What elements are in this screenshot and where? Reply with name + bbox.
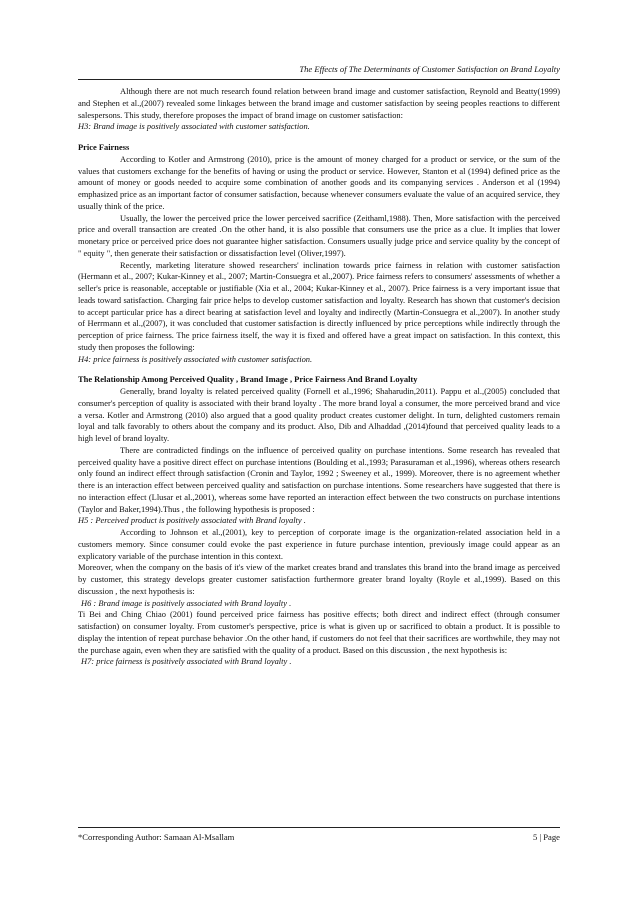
corresponding-author: *Corresponding Author: Samaan Al-Msallam (78, 832, 235, 842)
header-divider (78, 79, 560, 80)
hypothesis-h3: H3: Brand image is positively associated with customer satisfaction. (78, 121, 310, 132)
page-number: 5 | Page (532, 832, 560, 842)
section-heading-price-fairness: Price Fairness (78, 142, 130, 152)
paragraph-price-fairness-loyalty: Ti Bei and Ching Chiao (2001) found perceived price fairness has positive effects; both direct and indirect effect (through consumer satisfaction) on consumer loyalty. From customer's perspective, price is what is given up or sacrificed to obtain a product. It is possible to display the intention of repeat purchase behavior .On the other hand, if customers do not feel that their sacrifices are worthwhile, they may not the purchase again, even when they are satisfied with the quality of a product. Based on this discussion , the next hypothesis is: (78, 609, 560, 655)
paragraph-perceived-price: Usually, the lower the perceived price the lower perceived sacrifice (Zeithaml,1988). Then, More satisfaction with the perceived price and overall transaction are created .On the other hand, it is also possible that consumers use the price as a clue. It implies that lower monetary price or perceived price does not guarantee higher satisfaction. Consumers usually judge price and service quality by the concept of " equity ", then generate their satisfaction or dissatisfaction level (Oliver,1997). (78, 212, 560, 258)
paragraph-price-definition: According to Kotler and Armstrong (2010), price is the amount of money charged for a product or service, or the sum of the values that customers exchange for the benefits of having or using the product or service. However, Stanton et al (1994) defined price as the amount of money or goods needed to acquire some combination of another goods and its companying services . Anderson et al (1994) emphasized price as an important factor of consumer satisfaction, because whenever consumers evaluate the value of an acquired service, they usually think of the price. (78, 153, 560, 211)
paragraph-brand-strategy: Moreover, when the company on the basis of it's view of the market creates brand and translates this brand into the brand image as perceived by customer, this strategy develops greater customer satisfaction furthermore greater brand loyalty (Royle et al.,1999). Based on this discussion , the next hypothesis is: (78, 562, 560, 596)
paragraph-contradicted-findings: There are contradicted findings on the influence of perceived quality on purchase intentions. Some research has revealed that perceived quality have a positive direct effect on purchase intentions (Boulding et al.,1993; Parasuraman et al.,1996), whereas others research only found an indirect effect through satisfaction (Cronin and Taylor, 1992 ; Sweeney et al., 1999). Moreover, there is no agreement whether there is an interaction effect between perceived quality and satisfaction on purchase intentions. Some researchers have suggested that there is no interaction effect (Llusar et al.,2001), whereas some have reported an interaction effect between the two constructs on purchase intentions (Taylor and Baker,1994).Thus , the following hypothesis is proposed : (78, 444, 560, 514)
hypothesis-h7: H7: price fairness is positively associated with Brand loyalty . (81, 656, 292, 667)
hypothesis-h4: H4: price fairness is positively associated with customer satisfaction. (78, 353, 313, 364)
section-heading-relationship: The Relationship Among Perceived Quality , Brand Image , Price Fairness And Brand Loyalty (78, 374, 418, 385)
page-footer (78, 832, 560, 846)
footer-divider (78, 827, 560, 828)
paragraph-brand-image-intro: Although there are not much research found relation between brand image and customer satisfaction, Reynold and Beatty(1999) and Stephen et al.,(2007) revealed some linkages between the brand image and customer satisfaction by seeing peoples reactions to different salespersons. This study, therefore proposes the impact of brand image on customer satisfaction: (78, 86, 560, 120)
hypothesis-h6: H6 : Brand image is positively associated with Brand loyalty . (81, 597, 292, 608)
hypothesis-h5: H5 : Perceived product is positively associated with Brand loyalty . (78, 515, 306, 526)
paragraph-brand-loyalty-quality: Generally, brand loyalty is related perceived quality (Fornell et al.,1996; Shaharudin,2011). Pappu et al.,(2005) concluded that consumer's perception of quality is associated with their brand loyalty . The more brand loyal a consumer, the more perceived brand and vice a versa. Kotler and Armstrong (2010) also argued that a good quality product creates customer delight. In turn, delighted customers remain loyal and talk favorably to others about the company and its product. Also, Dib and Alhaddad ,(2014)found that perceived quality leads to a high level of brand loyalty. (78, 386, 560, 443)
paragraph-corporate-image: According to Johnson et al.,(2001), key to perception of corporate image is the organization-related association held in a customers memory. Since consumer could evoke the past experience in future purchase intention, previously image could appear as an explicatory variable of the purchase intention in this context. (78, 527, 560, 561)
paragraph-price-fairness-literature: Recently, marketing literature showed researchers' inclination towards price fairness in relation with customer satisfaction (Hermann et al., 2007; Kukar-Kinney et al., 2007; Martin-Consuegra et al.,2007). Price fairness refers to consumers' assessments of whether a seller's price is reasonable, acceptable or justifiable (Xia et al., 2004; Kukar-Kinney et al., 2007). Price fairness is a very important issue that leads toward satisfaction. Charging fair price helps to develop customer satisfaction and loyalty. Research has shown that customer's decision to accept particular price has a direct bearing at satisfaction level and loyalty and indirectly (Martin-Consuegra et al.,2007). In another study of Herrmann et al.,(2007), it was concluded that customer satisfaction is directly influenced by price perceptions while indirectly through the perception of price fairness. The price fairness itself, the way it is fixed and offered have a great impact on satisfaction. In this context, this study then proposes the following: (78, 259, 560, 352)
body-text (78, 86, 560, 668)
running-header: The Effects of The Determinants of Customer Satisfaction on Brand Loyalty (299, 64, 560, 74)
